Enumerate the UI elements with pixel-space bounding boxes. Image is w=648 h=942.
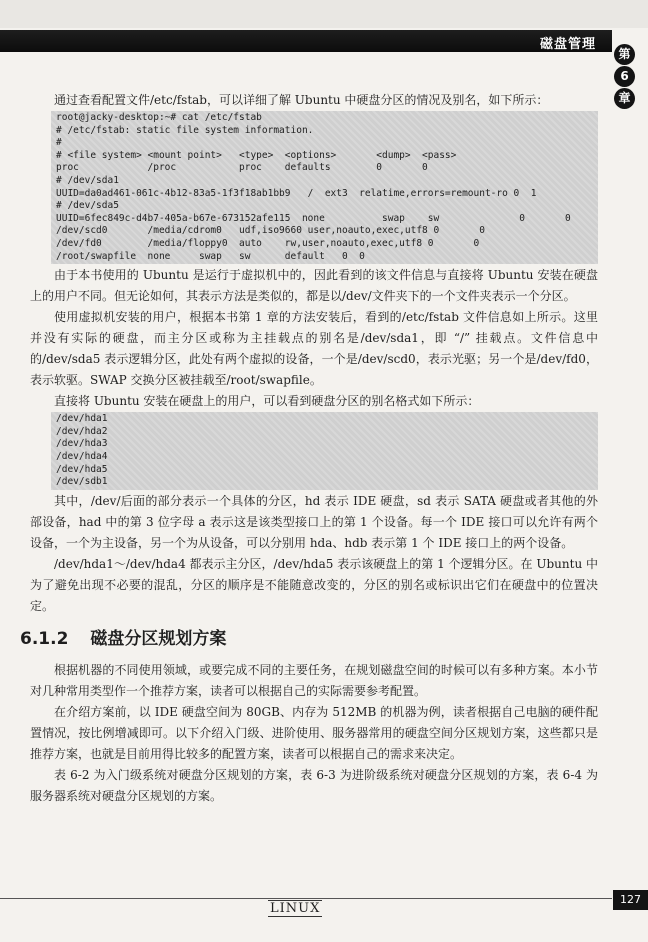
code-line: /dev/hda3 <box>56 438 108 450</box>
paragraph: 通过查看配置文件/etc/fstab，可以详细了解 Ubuntu 中硬盘分区的情况及别名，如下所示： <box>54 93 549 107</box>
code-line: UUID=6fec849c-d4b7-405a-b67e-673152afe115 none swap sw 0 0 <box>56 212 571 224</box>
code-line: /dev/hda1 <box>56 413 108 425</box>
code-line: /dev/fd0 /media/floppy0 auto rw,user,noauto,exec,utf8 0 0 <box>56 237 480 249</box>
code-line: # <file system> <mount point> <type> <options> <dump> <pass> <box>56 149 457 161</box>
footer-logo: LINUX <box>270 901 321 916</box>
code-line: # /dev/sda5 <box>56 200 119 212</box>
code-line: UUID=da0ad461-061c-4b12-83a5-1f3f18ab1bb9 / ext3 relatime,errors=remount-ro 0 1 <box>56 187 537 199</box>
code-line: /dev/sdb1 <box>56 476 108 488</box>
paragraph: 在介绍方案前，以 IDE 硬盘空间为 80GB、内存为 512MB 的机器为例，读者根据自己电脑的硬件配置情况，按比例增减即可。以下介绍入门级、进阶使用、服务器常用的硬盘空间分区规划方案，这些都只是推荐方案，也就是目前用得比较多的配置方案，读者可以根据自己的需求来决定。 <box>30 704 598 761</box>
code-line: # /dev/sda1 <box>56 174 119 186</box>
paragraph: 根据机器的不同使用领域，或要完成不同的主要任务，在规划磁盘空间的时候可以有多种方案。本小节对几种常用类型作一个推荐方案，读者可以根据自己的实际需要参考配置。 <box>30 662 598 698</box>
code-line: root@jacky-desktop:~# cat /etc/fstab <box>56 112 262 123</box>
footer-rule <box>0 898 612 899</box>
code-line: /dev/scd0 /media/cdrom0 udf,iso9660 user,noauto,exec,utf8 0 0 <box>56 225 485 237</box>
section-header-title: 磁盘管理 <box>539 37 596 52</box>
code-line: /dev/hda2 <box>56 425 108 437</box>
fstab-code-block <box>51 111 598 264</box>
page-number: 127 <box>613 890 648 910</box>
paragraph: 直接将 Ubuntu 安装在硬盘上的用户，可以看到硬盘分区的别名格式如下所示： <box>54 394 480 409</box>
code-line: # <box>56 137 62 149</box>
chapter-tab <box>614 44 640 110</box>
chapter-char: 第 <box>614 44 635 65</box>
code-line: # /etc/fstab: static file system information. <box>56 124 314 136</box>
paragraph: 由于本书使用的 Ubuntu 是运行于虚拟机中的，因此看到的该文件信息与直接将 Ubuntu 安装在硬盘上的用户不同。但无论如何，其表示方法是类似的，都是以/dev/文件夹下的一个文件夹表示一个分区。 <box>30 268 598 304</box>
code-line: /dev/hda5 <box>56 463 108 475</box>
paragraph: 其中，/dev/后面的部分表示一个具体的分区，hd 表示 IDE 硬盘，sd 表示 SATA 硬盘或者其他的外部设备，had 中的第 3 位字母 a 表示这是该类型接口上的第 1 个设备。每一个 IDE 接口可以允许有两个设备，一个为主设备，另一个为从设备，可以分别用 hda、hdb 表示第 1 个 IDE 接口上的两个设备。 <box>30 493 598 550</box>
paragraph: 表 6-2 为入门级系统对硬盘分区规划的方案，表 6-3 为进阶级系统对硬盘分区规划的方案，表 6-4 为服务器系统对硬盘分区规划的方案。 <box>30 767 598 803</box>
section-heading <box>20 627 598 651</box>
header-band <box>0 30 612 52</box>
chapter-char: 章 <box>614 88 635 109</box>
paragraph: /dev/hda1～/dev/hda4 都表示主分区，/dev/hda5 表示该硬盘上的第 1 个逻辑分区。在 Ubuntu 中为了避免出现不必要的混乱，分区的顺序是不能随意改变的，分区的别名或标识出它们在硬盘中的位置决定。 <box>30 556 598 613</box>
section-number: 6.1.2 <box>20 628 69 649</box>
section-title: 磁盘分区规划方案 <box>90 628 227 649</box>
code-line: /root/swapfile none swap sw default 0 0 <box>56 250 365 262</box>
partition-code-block <box>51 412 598 490</box>
page-content <box>20 88 598 807</box>
paragraph: 使用虚拟机安装的用户，根据本书第 1 章的方法安装后，看到的/etc/fstab 文件信息如上所示。这里并没有实际的硬盘，而主分区或称为主挂载点的别名是/dev/sda1，即 “/” 挂载点。文件信息中的/dev/sda5 表示逻辑分区，此处有两个虚拟的设备，一个是/dev/scd0，表示光驱；另一个是/dev/fd0，表示软驱。SWAP 交换分区被挂载至/root/swapfile。 <box>30 310 598 388</box>
page-top-margin <box>0 0 648 28</box>
code-line: /dev/hda4 <box>56 450 108 462</box>
chapter-number: 6 <box>614 66 635 87</box>
code-line: proc /proc proc defaults 0 0 <box>56 162 428 174</box>
